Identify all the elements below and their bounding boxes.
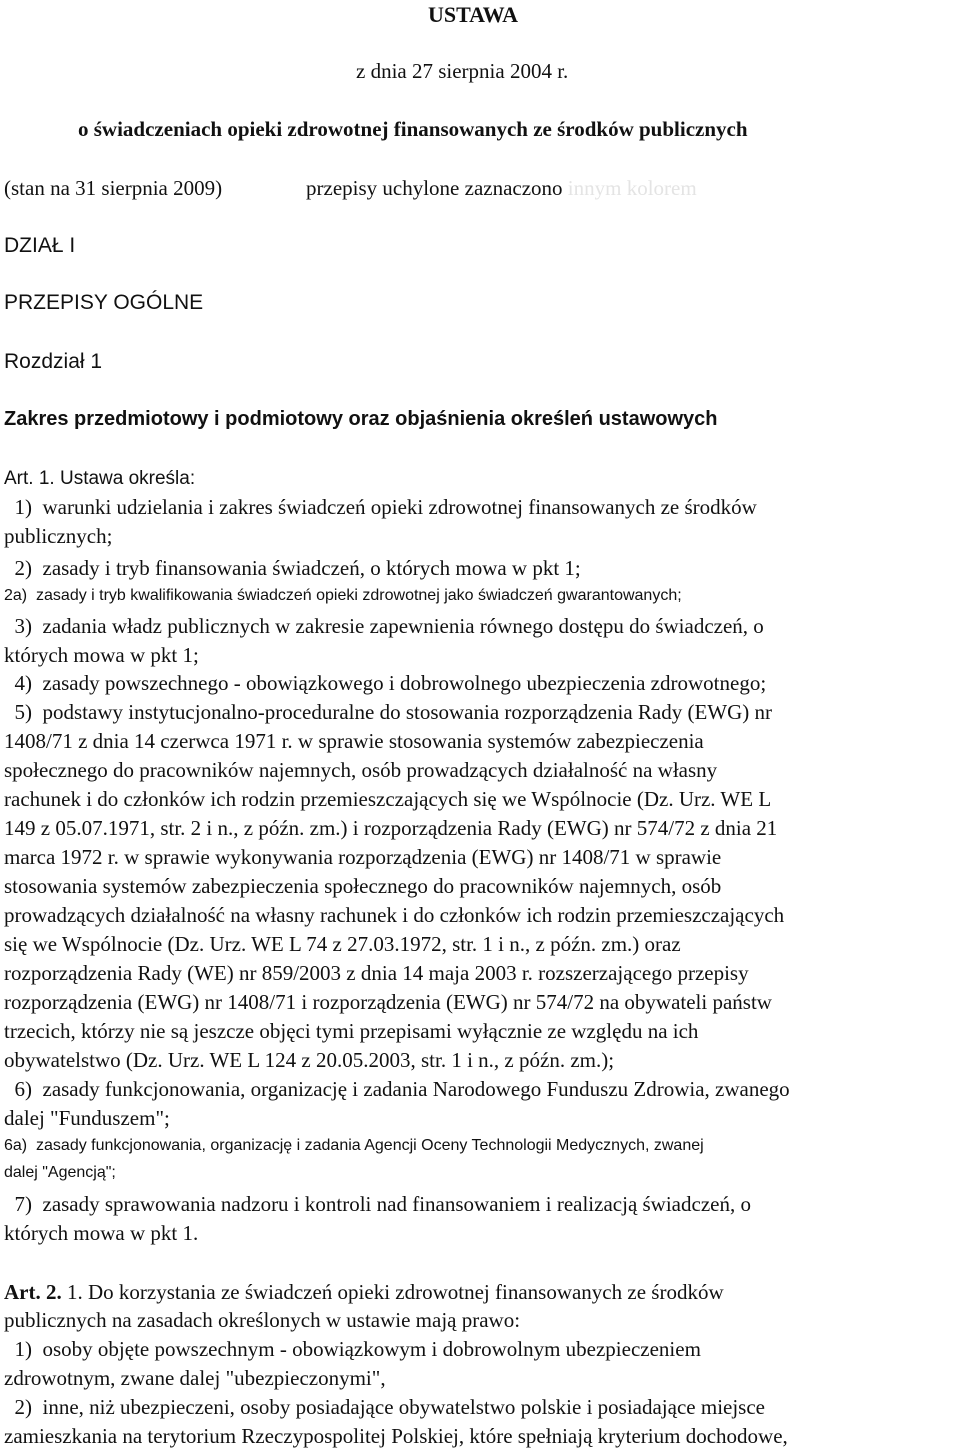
art2-heading: [4, 1280, 724, 1305]
art1-line: 1) warunki udzielania i zakres świadczeń opieki zdrowotnej finansowanych ze środków: [4, 495, 757, 519]
art1-line: trzecich, którzy nie są jeszcze objęci tymi przepisami wyłącznie ze względu na ich: [4, 1019, 699, 1043]
art1-line: się we Wspólnocie (Dz. Urz. WE L 74 z 27.03.1972, str. 1 i n., z późn. zm.) oraz: [4, 932, 681, 956]
document-date: z dnia 27 sierpnia 2004 r.: [356, 59, 569, 83]
chapter-label: Rozdział 1: [4, 350, 103, 373]
art1-line: 3) zadania władz publicznych w zakresie zapewnienia równego dostępu do świadczeń, o: [4, 614, 764, 638]
status-date: (stan na 31 sierpnia 2009): [4, 176, 223, 200]
art2-line: publicznych na zasadach określonych w ustawie mają prawo:: [4, 1308, 521, 1332]
division-title: PRZEPISY OGÓLNE: [4, 291, 204, 314]
art1-line: których mowa w pkt 1;: [4, 643, 199, 667]
art2-line: 1) osoby objęte powszechnym - obowiązkowym i dobrowolnym ubezpieczeniem: [4, 1337, 701, 1361]
art1-line: których mowa w pkt 1.: [4, 1221, 199, 1245]
art1-line: 2a) zasady i tryb kwalifikowania świadczeń opieki zdrowotnej jako świadczeń gwarantowanych;: [4, 587, 682, 604]
art2-intro: 1. Do korzystania ze świadczeń opieki zdrowotnej finansowanych ze środków: [61, 1280, 724, 1304]
art2-line: 2) inne, niż ubezpieczeni, osoby posiadające obywatelstwo polskie i posiadające miejsce: [4, 1395, 765, 1419]
art1-line: 7) zasady sprawowania nadzoru i kontroli nad finansowaniem i realizacją świadczeń, o: [4, 1192, 751, 1216]
art2-line: zdrowotnym, zwane dalej "ubezpieczonymi",: [4, 1366, 386, 1390]
art1-line: obywatelstwo (Dz. Urz. WE L 124 z 20.05.2003, str. 1 i n., z późn. zm.);: [4, 1048, 615, 1072]
repeal-note: [306, 176, 697, 201]
repeal-note-colored: innym kolorem: [567, 176, 697, 200]
repeal-note-text: przepisy uchylone zaznaczono: [306, 176, 568, 200]
art1-line: rozporządzenia Rady (WE) nr 859/2003 z dnia 14 maja 2003 r. rozszerzającego przepisy: [4, 961, 749, 985]
art1-line: 5) podstawy instytucjonalno-proceduralne do stosowania rozporządzenia Rady (EWG) nr: [4, 700, 773, 724]
division-label: DZIAŁ I: [4, 234, 76, 257]
art1-line: rozporządzenia (EWG) nr 1408/71 i rozporządzenia (EWG) nr 574/72 na obywateli państw: [4, 990, 772, 1014]
art1-line: stosowania systemów zabezpieczenia społecznego do pracowników najemnych, osób: [4, 874, 722, 898]
art1-label: Art. 1.: [4, 468, 55, 489]
art1-line: prowadzących działalność na własny rachunek i do członków ich rodzin przemieszczających: [4, 903, 785, 927]
art1-line: dalej "Funduszem";: [4, 1106, 170, 1130]
art1-line: dalej "Agencją";: [4, 1164, 116, 1181]
art1-line: 6a) zasady funkcjonowania, organizację i zadania Agencji Oceny Technologii Medycznych, zwanej: [4, 1137, 704, 1154]
art1-intro: Ustawa określa:: [54, 468, 196, 489]
art1-line: 4) zasady powszechnego - obowiązkowego i dobrowolnego ubezpieczenia zdrowotnego;: [4, 671, 767, 695]
art1-line: marca 1972 r. w sprawie wykonywania rozporządzenia (EWG) nr 1408/71 w sprawie: [4, 845, 722, 869]
document-subject: o świadczeniach opieki zdrowotnej finansowanych ze środków publicznych: [78, 117, 748, 141]
art1-line: 149 z 05.07.1971, str. 2 i n., z późn. zm.) i rozporządzenia Rady (EWG) nr 574/72 z dnia 21: [4, 816, 778, 840]
document-title: USTAWA: [428, 2, 519, 27]
art1-line: 6) zasady funkcjonowania, organizację i zadania Narodowego Funduszu Zdrowia, zwanego: [4, 1077, 790, 1101]
art1-line: publicznych;: [4, 524, 113, 548]
art1-line: 1408/71 z dnia 14 czerwca 1971 r. w sprawie stosowania systemów zabezpieczenia: [4, 729, 704, 753]
art1-line: społecznego do pracowników najemnych, osób prowadzących działalność na własny: [4, 758, 718, 782]
art1-heading: [4, 465, 195, 490]
art1-line: rachunek i do członków ich rodzin przemieszczających się we Wspólnocie (Dz. Urz. WE L: [4, 787, 772, 811]
art2-label: Art. 2.: [4, 1280, 62, 1304]
art1-line: 2) zasady i tryb finansowania świadczeń, o których mowa w pkt 1;: [4, 556, 581, 580]
chapter-title: Zakres przedmiotowy i podmiotowy oraz objaśnienia określeń ustawowych: [4, 408, 718, 430]
art2-line: zamieszkania na terytorium Rzeczypospolitej Polskiej, które spełniają kryterium dochodowe,: [4, 1424, 788, 1448]
